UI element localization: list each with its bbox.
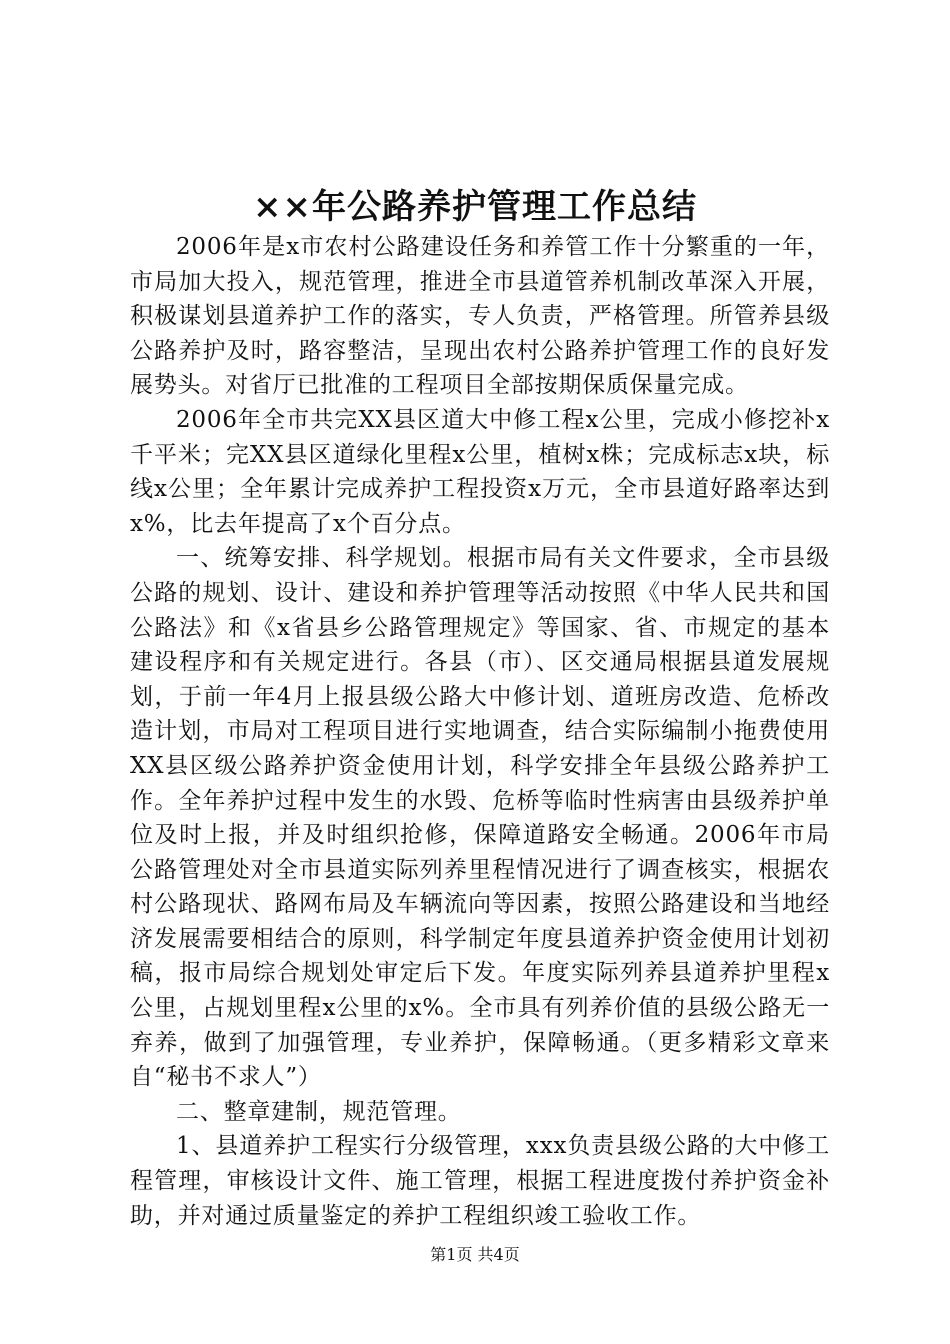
page-number-footer: 第1页 共4页 — [430, 1245, 520, 1264]
paragraph-item-one: 1、县道养护工程实行分级管理，xxx负责县级公路的大中修工程管理，审核设计文件、施工管理，根据工程进度拨付养护资金补助，并对通过质量鉴定的养护工程组织竣工验收工作。 — [130, 1133, 830, 1229]
paragraph-statistics: 2006年全市共完XX县区道大中修工程x公里，完成小修挖补x千平米；完XX县区道绿化里程x公里，植树x株；完成标志x块，标线x公里；全年累计完成养护工程投资x万元，全市县道好路率达到x%，比去年提高了x个百分点。 — [130, 406, 830, 537]
paragraph-section-two-heading: 二、整章建制，规范管理。 — [176, 1098, 462, 1125]
document-body — [130, 230, 830, 1233]
document-title: ××年公路养护管理工作总结 — [253, 187, 697, 227]
paragraph-intro: 2006年是x市农村公路建设任务和养管工作十分繁重的一年，市局加大投入，规范管理，推进全市县道管养机制改革深入开展，积极谋划县道养护工作的落实，专人负责，严格管理。所管养县级公路养护及时，路容整洁，呈现出农村公路养护管理工作的良好发展势头。对省厅已批准的工程项目全部按期保质保量完成。 — [130, 234, 830, 399]
paragraph-section-one: 一、统筹安排、科学规划。根据市局有关文件要求，全市县级公路的规划、设计、建设和养护管理等活动按照《中华人民共和国公路法》和《x省县乡公路管理规定》等国家、省、市规定的基本建设程序和有关规定进行。各县（市）、区交通局根据县道发展规划，于前一年4月上报县级公路大中修计划、道班房改造、危桥改造计划，市局对工程项目进行实地调查，结合实际编制小拖费使用XX县区级公路养护资金使用计划，科学安排全年县级公路养护工作。全年养护过程中发生的水毁、危桥等临时性病害由县级养护单位及时上报，并及时组织抢修，保障道路安全畅通。2006年市局公路管理处对全市县道实际列养里程情况进行了调查核实，根据农村公路现状、路网布局及车辆流向等因素，按照公路建设和当地经济发展需要相结合的原则，科学制定年度县道养护资金使用计划初稿，报市局综合规划处审定后下发。年度实际列养县道养护里程x公里，占规划里程x公里的x%。全市具有列养价值的县级公路无一弃养，做到了加强管理，专业养护，保障畅通。（更多精彩文章来自“秘书不求人”） — [130, 545, 830, 1091]
